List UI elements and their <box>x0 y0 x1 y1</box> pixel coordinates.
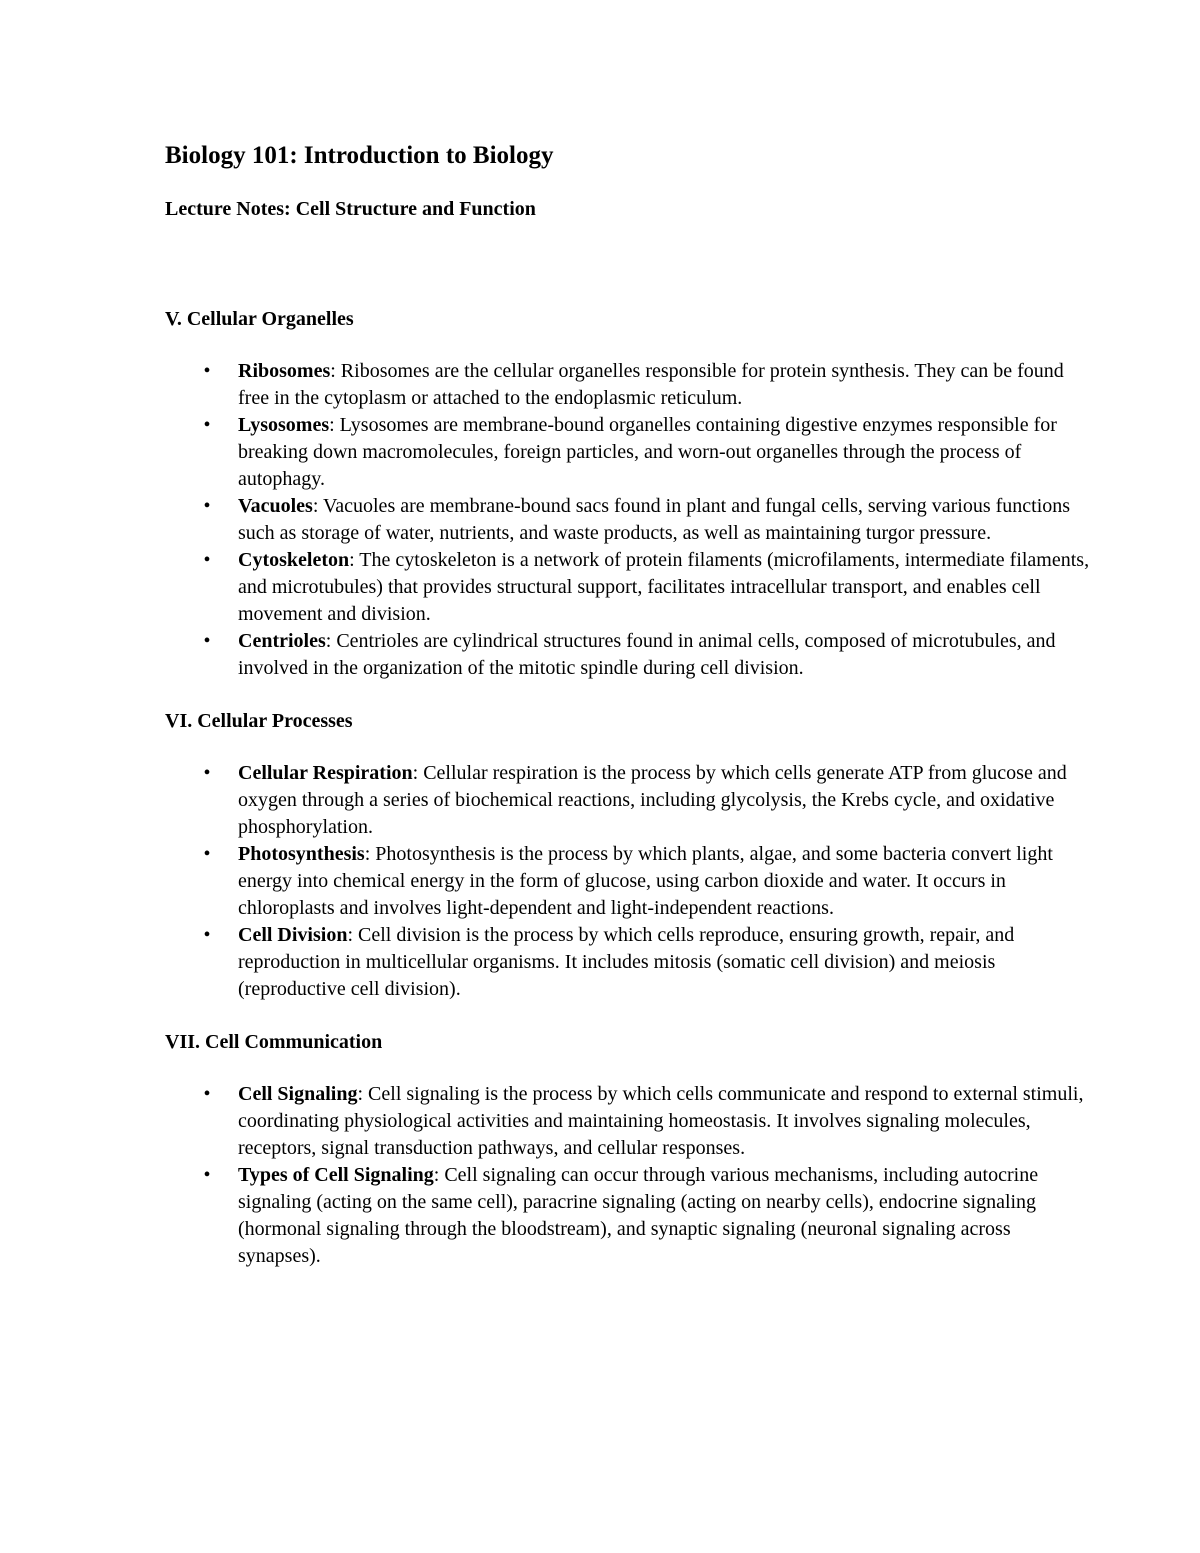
term-label: Cellular Respiration <box>238 762 413 784</box>
term-label: Cytoskeleton <box>238 549 350 571</box>
list-item <box>165 760 1092 841</box>
term-label: Photosynthesis <box>238 843 365 865</box>
list-item <box>165 1081 1092 1162</box>
bullet-icon: • <box>203 414 211 436</box>
list-item <box>165 841 1092 922</box>
section-cell-communication <box>165 1029 1092 1270</box>
section-heading: VI. Cellular Processes <box>165 710 353 732</box>
term-label: Types of Cell Signaling <box>238 1164 434 1186</box>
term-label: Cell Division <box>238 924 348 946</box>
term-description: : Ribosomes are the cellular organelles responsible for protein synthesis. They can be found free in the cytoplasm or attached to the endoplasmic reticulum. <box>238 360 1064 409</box>
bullet-icon: • <box>203 630 211 652</box>
term-description: : Cell signaling can occur through various mechanisms, including autocrine signaling (acting on the same cell), paracrine signaling (acting on nearby cells), endocrine signaling (hormonal signaling through the bloodstream), and synaptic signaling (neuronal signaling across synapses). <box>238 1164 1039 1267</box>
bullet-list <box>165 1081 1092 1270</box>
list-item <box>165 1162 1092 1270</box>
term-description: : Lysosomes are membrane-bound organelles containing digestive enzymes responsible for breaking down macromolecules, foreign particles, and worn-out organelles through the process of autophagy. <box>238 414 1057 490</box>
document-title: Biology 101: Introduction to Biology <box>165 142 554 169</box>
list-item <box>165 547 1092 628</box>
bullet-icon: • <box>203 762 211 784</box>
bullet-icon: • <box>203 924 211 946</box>
bullet-icon: • <box>203 1164 211 1186</box>
term-label: Vacuoles <box>238 495 313 517</box>
bullet-icon: • <box>203 1083 211 1105</box>
term-label: Centrioles <box>238 630 326 652</box>
list-item <box>165 922 1092 1003</box>
list-item <box>165 628 1092 682</box>
document-subtitle: Lecture Notes: Cell Structure and Function <box>165 198 536 220</box>
section-heading: VII. Cell Communication <box>165 1031 383 1053</box>
bullet-icon: • <box>203 495 211 517</box>
term-description: : Photosynthesis is the process by which plants, algae, and some bacteria convert light energy into chemical energy in the form of glucose, using carbon dioxide and water. It occurs in chloroplasts and involves light-dependent and light-independent reactions. <box>238 843 1053 919</box>
bullet-icon: • <box>203 549 211 571</box>
section-heading: V. Cellular Organelles <box>165 308 354 330</box>
term-description: : The cytoskeleton is a network of protein filaments (microfilaments, intermediate filaments, and microtubules) that provides structural support, facilitates intracellular transport, and enables cell movement and division. <box>238 549 1090 625</box>
section-cellular-organelles <box>165 306 1092 682</box>
bullet-list <box>165 760 1092 1003</box>
list-item <box>165 493 1092 547</box>
section-cellular-processes <box>165 708 1092 1003</box>
term-label: Cell Signaling <box>238 1083 358 1105</box>
term-label: Ribosomes <box>238 360 331 382</box>
term-description: : Vacuoles are membrane-bound sacs found in plant and fungal cells, serving various functions such as storage of water, nutrients, and waste products, as well as maintaining turgor pressure. <box>238 495 1071 544</box>
list-item <box>165 358 1092 412</box>
bullet-icon: • <box>203 360 211 382</box>
bullet-list <box>165 358 1092 682</box>
term-label: Lysosomes <box>238 414 330 436</box>
bullet-icon: • <box>203 843 211 865</box>
term-description: : Cellular respiration is the process by which cells generate ATP from glucose and oxygen through a series of biochemical reactions, including glycolysis, the Krebs cycle, and oxidative phosphorylation. <box>238 762 1067 838</box>
term-description: : Cell signaling is the process by which cells communicate and respond to external stimuli, coordinating physiological activities and maintaining homeostasis. It involves signaling molecules, receptors, signal transduction pathways, and cellular responses. <box>238 1083 1084 1159</box>
term-description: : Cell division is the process by which cells reproduce, ensuring growth, repair, and reproduction in multicellular organisms. It includes mitosis (somatic cell division) and meiosis (reproductive cell division). <box>238 924 1015 1000</box>
list-item <box>165 412 1092 493</box>
term-description: : Centrioles are cylindrical structures found in animal cells, composed of microtubules, and involved in the organization of the mitotic spindle during cell division. <box>238 630 1056 679</box>
